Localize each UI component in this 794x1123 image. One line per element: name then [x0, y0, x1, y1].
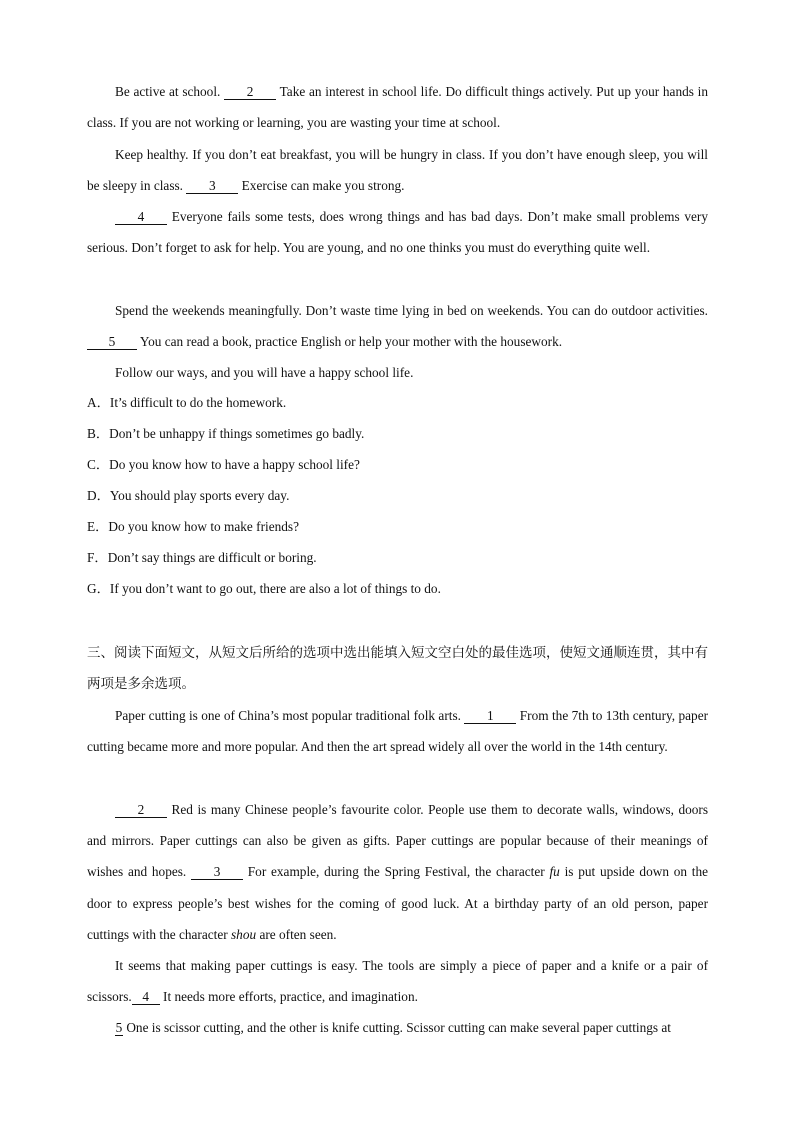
- option-a[interactable]: A．It’s difficult to do the homework.: [87, 395, 287, 410]
- paragraph-follow: [87, 357, 708, 388]
- blank-2[interactable]: 2: [224, 85, 276, 100]
- blank-5[interactable]: 5: [115, 1020, 123, 1035]
- option-b[interactable]: B．Don’t be unhappy if things sometimes go badly.: [87, 426, 365, 441]
- paragraph-everyone-fails: [87, 201, 708, 263]
- text: It seems that making paper cuttings is easy. The tools are simply a piece of paper and a knife or a pair of scissors.: [87, 958, 708, 1005]
- text: Exercise can make you strong.: [241, 178, 405, 194]
- blank-3[interactable]: 3: [186, 179, 238, 194]
- character-fu: fu: [549, 864, 560, 880]
- text: Red is many Chinese people’s favourite color. People use them to decorate walls, windows, doors and mirrors. Paper cuttings can also be given as gifts. Paper cuttings are popular because of their meanings of wishes and hopes.: [87, 802, 708, 880]
- section-3-heading: 三、阅读下面短文，从短文后所给的选项中选出能填入短文空白处的最佳选项，使短文通顺连贯，其中有两项是多余选项。: [87, 645, 708, 693]
- option-d[interactable]: D．You should play sports every day.: [87, 488, 290, 503]
- blank-3[interactable]: 3: [191, 865, 243, 880]
- text: Everyone fails some tests, does wrong things and has bad days. Don’t make small problems very serious. Don’t forget to ask for help. You are young, and no one thinks you must do everything quite well.: [87, 209, 708, 256]
- paragraph-be-active: [87, 76, 708, 138]
- text: Keep healthy. If you don’t eat breakfast, you will be hungry in class. If you don’t have enough sleep, you will be sleepy in class.: [87, 147, 708, 194]
- blank-5[interactable]: 5: [87, 335, 137, 350]
- text: You can read a book, practice English or help your mother with the housework.: [139, 334, 563, 350]
- paragraph-keep-healthy: [87, 139, 708, 201]
- option-e[interactable]: E．Do you know how to make friends?: [87, 519, 299, 534]
- text: Be active at school.: [115, 84, 221, 99]
- blank-4[interactable]: 4: [132, 990, 160, 1005]
- character-shou: shou: [231, 926, 257, 942]
- text: are often seen.: [259, 926, 337, 942]
- blank-1[interactable]: 1: [464, 709, 516, 724]
- text: For example, during the Spring Festival, the character: [247, 864, 545, 880]
- blank-2[interactable]: 2: [115, 803, 167, 818]
- paragraph-weekends: [87, 295, 708, 357]
- text: Take an interest in school life. Do difficult things actively. Put up your hands in class. If you are not working or learning, you are wasting your time at school.: [87, 84, 708, 131]
- paragraph-tools: [87, 950, 708, 1012]
- text: One is scissor cutting, and the other is knife cutting. Scissor cutting can make several paper cuttings at: [126, 1020, 671, 1035]
- option-g[interactable]: G．If you don’t want to go out, there are also a lot of things to do.: [87, 581, 441, 596]
- text: Follow our ways, and you will have a happy school life.: [115, 365, 414, 380]
- text: Paper cutting is one of China’s most popular traditional folk arts.: [115, 708, 461, 723]
- option-f[interactable]: F．Don’t say things are difficult or boring.: [87, 550, 317, 565]
- paragraph-scissor: [87, 1012, 708, 1043]
- text: Spend the weekends meaningfully. Don’t waste time lying in bed on weekends. You can do outdoor activities.: [115, 303, 708, 318]
- blank-4[interactable]: 4: [115, 210, 167, 225]
- paragraph-paper-cutting: [87, 700, 708, 762]
- option-c[interactable]: C．Do you know how to have a happy school life?: [87, 457, 360, 472]
- text: From the 7th to 13th century, paper cutting became more and more popular. And then the art spread widely all over the world in the 14th century.: [87, 708, 709, 755]
- text: is put upside down on the door to express people’s best wishes for the coming of good luck. At a birthday party of an old person, paper cuttings with the character: [87, 864, 709, 942]
- text: It needs more efforts, practice, and imagination.: [163, 989, 418, 1005]
- paragraph-red: [87, 794, 708, 950]
